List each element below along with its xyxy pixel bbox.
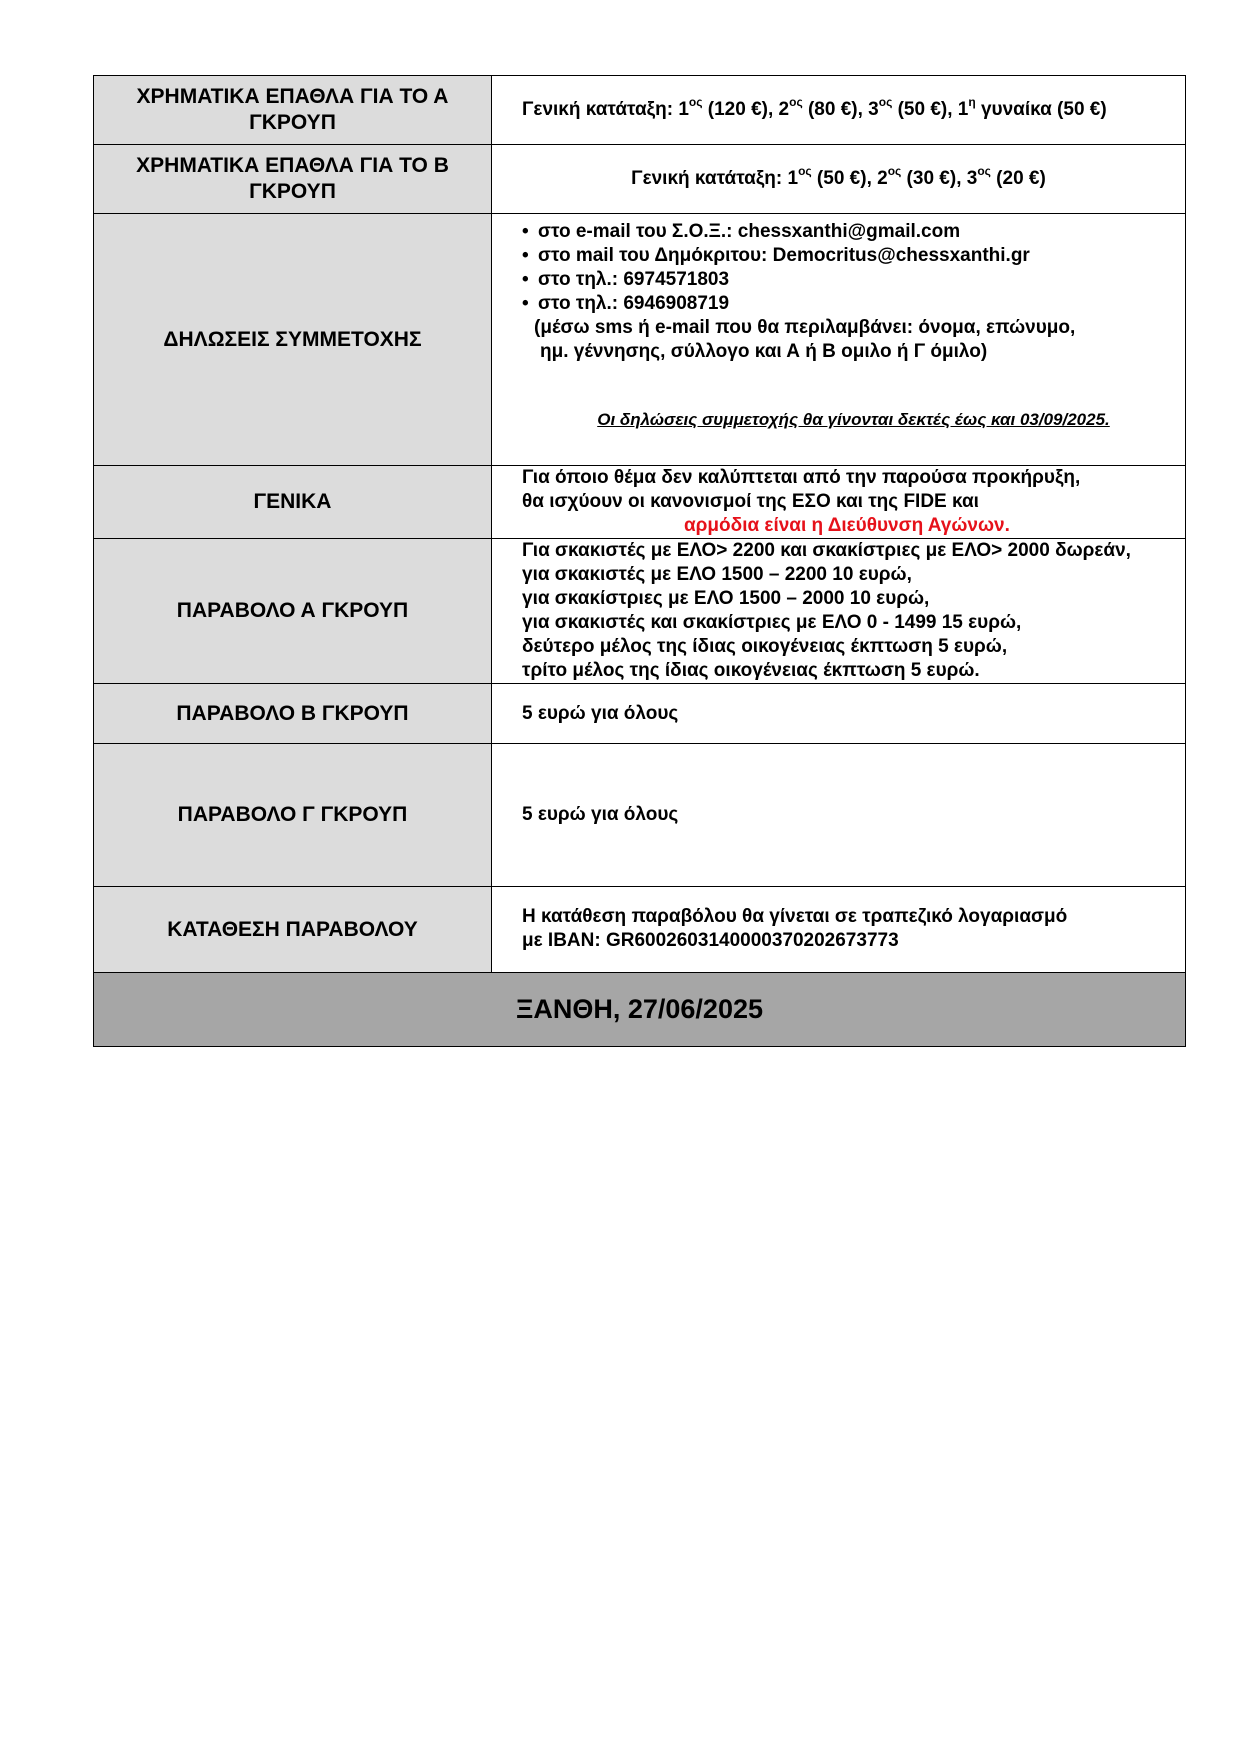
row-prizes-b (94, 145, 1186, 214)
row-registration (94, 214, 1186, 466)
fee-a-line: για σκακίστριες με ΕΛΟ 1500 – 2000 10 ευρώ, (522, 588, 930, 609)
prizes-a-p4: γυναίκα (50 €) (975, 99, 1107, 120)
row-general (94, 466, 1186, 539)
fee-a-line: για σκακιστές και σκακίστριες με ΕΛΟ 0 - 1499 15 ευρώ, (522, 612, 1022, 633)
deposit-iban: με IBAN: GR6002603140000370202673773 (522, 930, 899, 951)
prizes-b-p1: (50 €), 2 (811, 168, 888, 189)
value-registration (492, 214, 1186, 466)
label-deposit: ΚΑΤΑΘΕΣΗ ΠΑΡΑΒΟΛΟΥ (94, 887, 492, 973)
row-fee-a (94, 539, 1186, 684)
value-fee-a (492, 539, 1186, 684)
registration-note-line1: (μέσω sms ή e-mail που θα περιλαμβάνει: όνομα, επώνυμο, (534, 317, 1076, 338)
label-general: ΓΕΝΙΚΑ (94, 466, 492, 539)
value-general (492, 466, 1186, 539)
value-deposit (492, 887, 1186, 973)
row-prizes-a (94, 76, 1186, 145)
contact-list (522, 220, 1185, 316)
row-fee-c (94, 744, 1186, 887)
prizes-a-p3: (50 €), 1 (892, 99, 969, 120)
contact-email-sox: • στο e-mail του Σ.Ο.Ξ.: chessxanthi@gmail.com (522, 220, 1185, 244)
row-footer (94, 973, 1186, 1047)
fee-a-line: Για σκακιστές με ΕΛΟ> 2200 και σκακίστριες με ΕΛΟ> 2000 δωρεάν, (522, 540, 1131, 561)
value-prizes-a (492, 76, 1186, 145)
label-prizes-a: ΧΡΗΜΑΤΙΚΑ ΕΠΑΘΛΑ ΓΙΑ ΤΟ Α ΓΚΡΟΥΠ (94, 76, 492, 145)
prizes-b-p2: (30 €), 3 (901, 168, 978, 189)
label-fee-b: ΠΑΡΑΒΟΛΟ Β ΓΚΡΟΥΠ (94, 684, 492, 744)
general-line2: θα ισχύουν οι κανονισμοί της ΕΣΟ και της FIDE και (522, 491, 979, 512)
label-fee-c: ΠΑΡΑΒΟΛΟ Γ ΓΚΡΟΥΠ (94, 744, 492, 887)
row-deposit (94, 887, 1186, 973)
info-table (93, 75, 1186, 1047)
general-line1: Για όποιο θέμα δεν καλύπτεται από την παρούσα προκήρυξη, (522, 467, 1081, 488)
prizes-a-p1: (120 €), 2 (702, 99, 790, 120)
prizes-b-sup3: ος (977, 163, 991, 178)
prizes-b-sup1: ος (798, 163, 812, 178)
prizes-a-sup1: ος (688, 94, 703, 109)
registration-deadline: Οι δηλώσεις συμμετοχής θα γίνονται δεκτές έως και 03/09/2025. (597, 410, 1110, 429)
contact-phone-2: • στο τηλ.: 6946908719 (522, 292, 1185, 316)
deposit-line1: Η κατάθεση παραβόλου θα γίνεται σε τραπεζικό λογαριασμό (522, 906, 1068, 927)
contact-email-democritus: • στο mail του Δημόκριτου: Democritus@chessxanthi.gr (522, 244, 1185, 268)
prizes-b-intro: Γενική κατάταξη: 1 (631, 168, 799, 189)
value-fee-c: 5 ευρώ για όλους (492, 744, 1186, 887)
fee-a-line: τρίτο μέλος της ίδιας οικογένειας έκπτωση 5 ευρώ. (522, 660, 980, 681)
value-prizes-b (492, 145, 1186, 214)
prizes-a-sup3: ος (878, 94, 893, 109)
fee-a-line: για σκακιστές με ΕΛΟ 1500 – 2200 10 ευρώ, (522, 564, 912, 585)
prizes-a-sup4: η (968, 94, 976, 109)
row-fee-b (94, 684, 1186, 744)
prizes-a-intro: Γενική κατάταξη: 1 (522, 99, 689, 120)
general-line3-highlight: αρμόδια είναι η Διεύθυνση Αγώνων. (684, 515, 1010, 536)
prizes-b-sup2: ος (887, 163, 902, 178)
fee-a-line: δεύτερο μέλος της ίδιας οικογένειας έκπτωση 5 ευρώ, (522, 636, 1008, 657)
prizes-b-p3: (20 €) (990, 168, 1046, 189)
contact-phone-1: • στο τηλ.: 6974571803 (522, 268, 1185, 292)
label-registration: ΔΗΛΩΣΕΙΣ ΣΥΜΜΕΤΟΧΗΣ (94, 214, 492, 466)
registration-note-line2: ημ. γέννησης, σύλλογο και Α ή Β ομιλο ή Γ όμιλο) (540, 341, 988, 362)
prizes-a-p2: (80 €), 3 (802, 99, 879, 120)
prizes-a-sup2: ος (789, 94, 803, 109)
label-fee-a: ΠΑΡΑΒΟΛΟ Α ΓΚΡΟΥΠ (94, 539, 492, 684)
label-prizes-b: ΧΡΗΜΑΤΙΚΑ ΕΠΑΘΛΑ ΓΙΑ ΤΟ Β ΓΚΡΟΥΠ (94, 145, 492, 214)
footer-place-date: ΞΑΝΘΗ, 27/06/2025 (94, 973, 1186, 1047)
value-fee-b: 5 ευρώ για όλους (492, 684, 1186, 744)
